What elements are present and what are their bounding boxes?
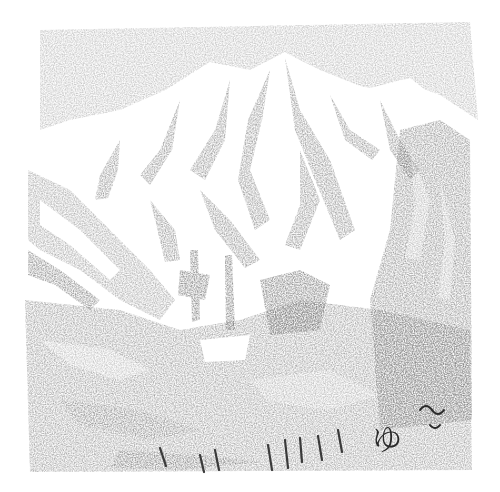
artist-signature (372, 423, 402, 458)
signature-glyph: ゆ (372, 423, 402, 458)
foreground-vegetation (25, 300, 472, 472)
